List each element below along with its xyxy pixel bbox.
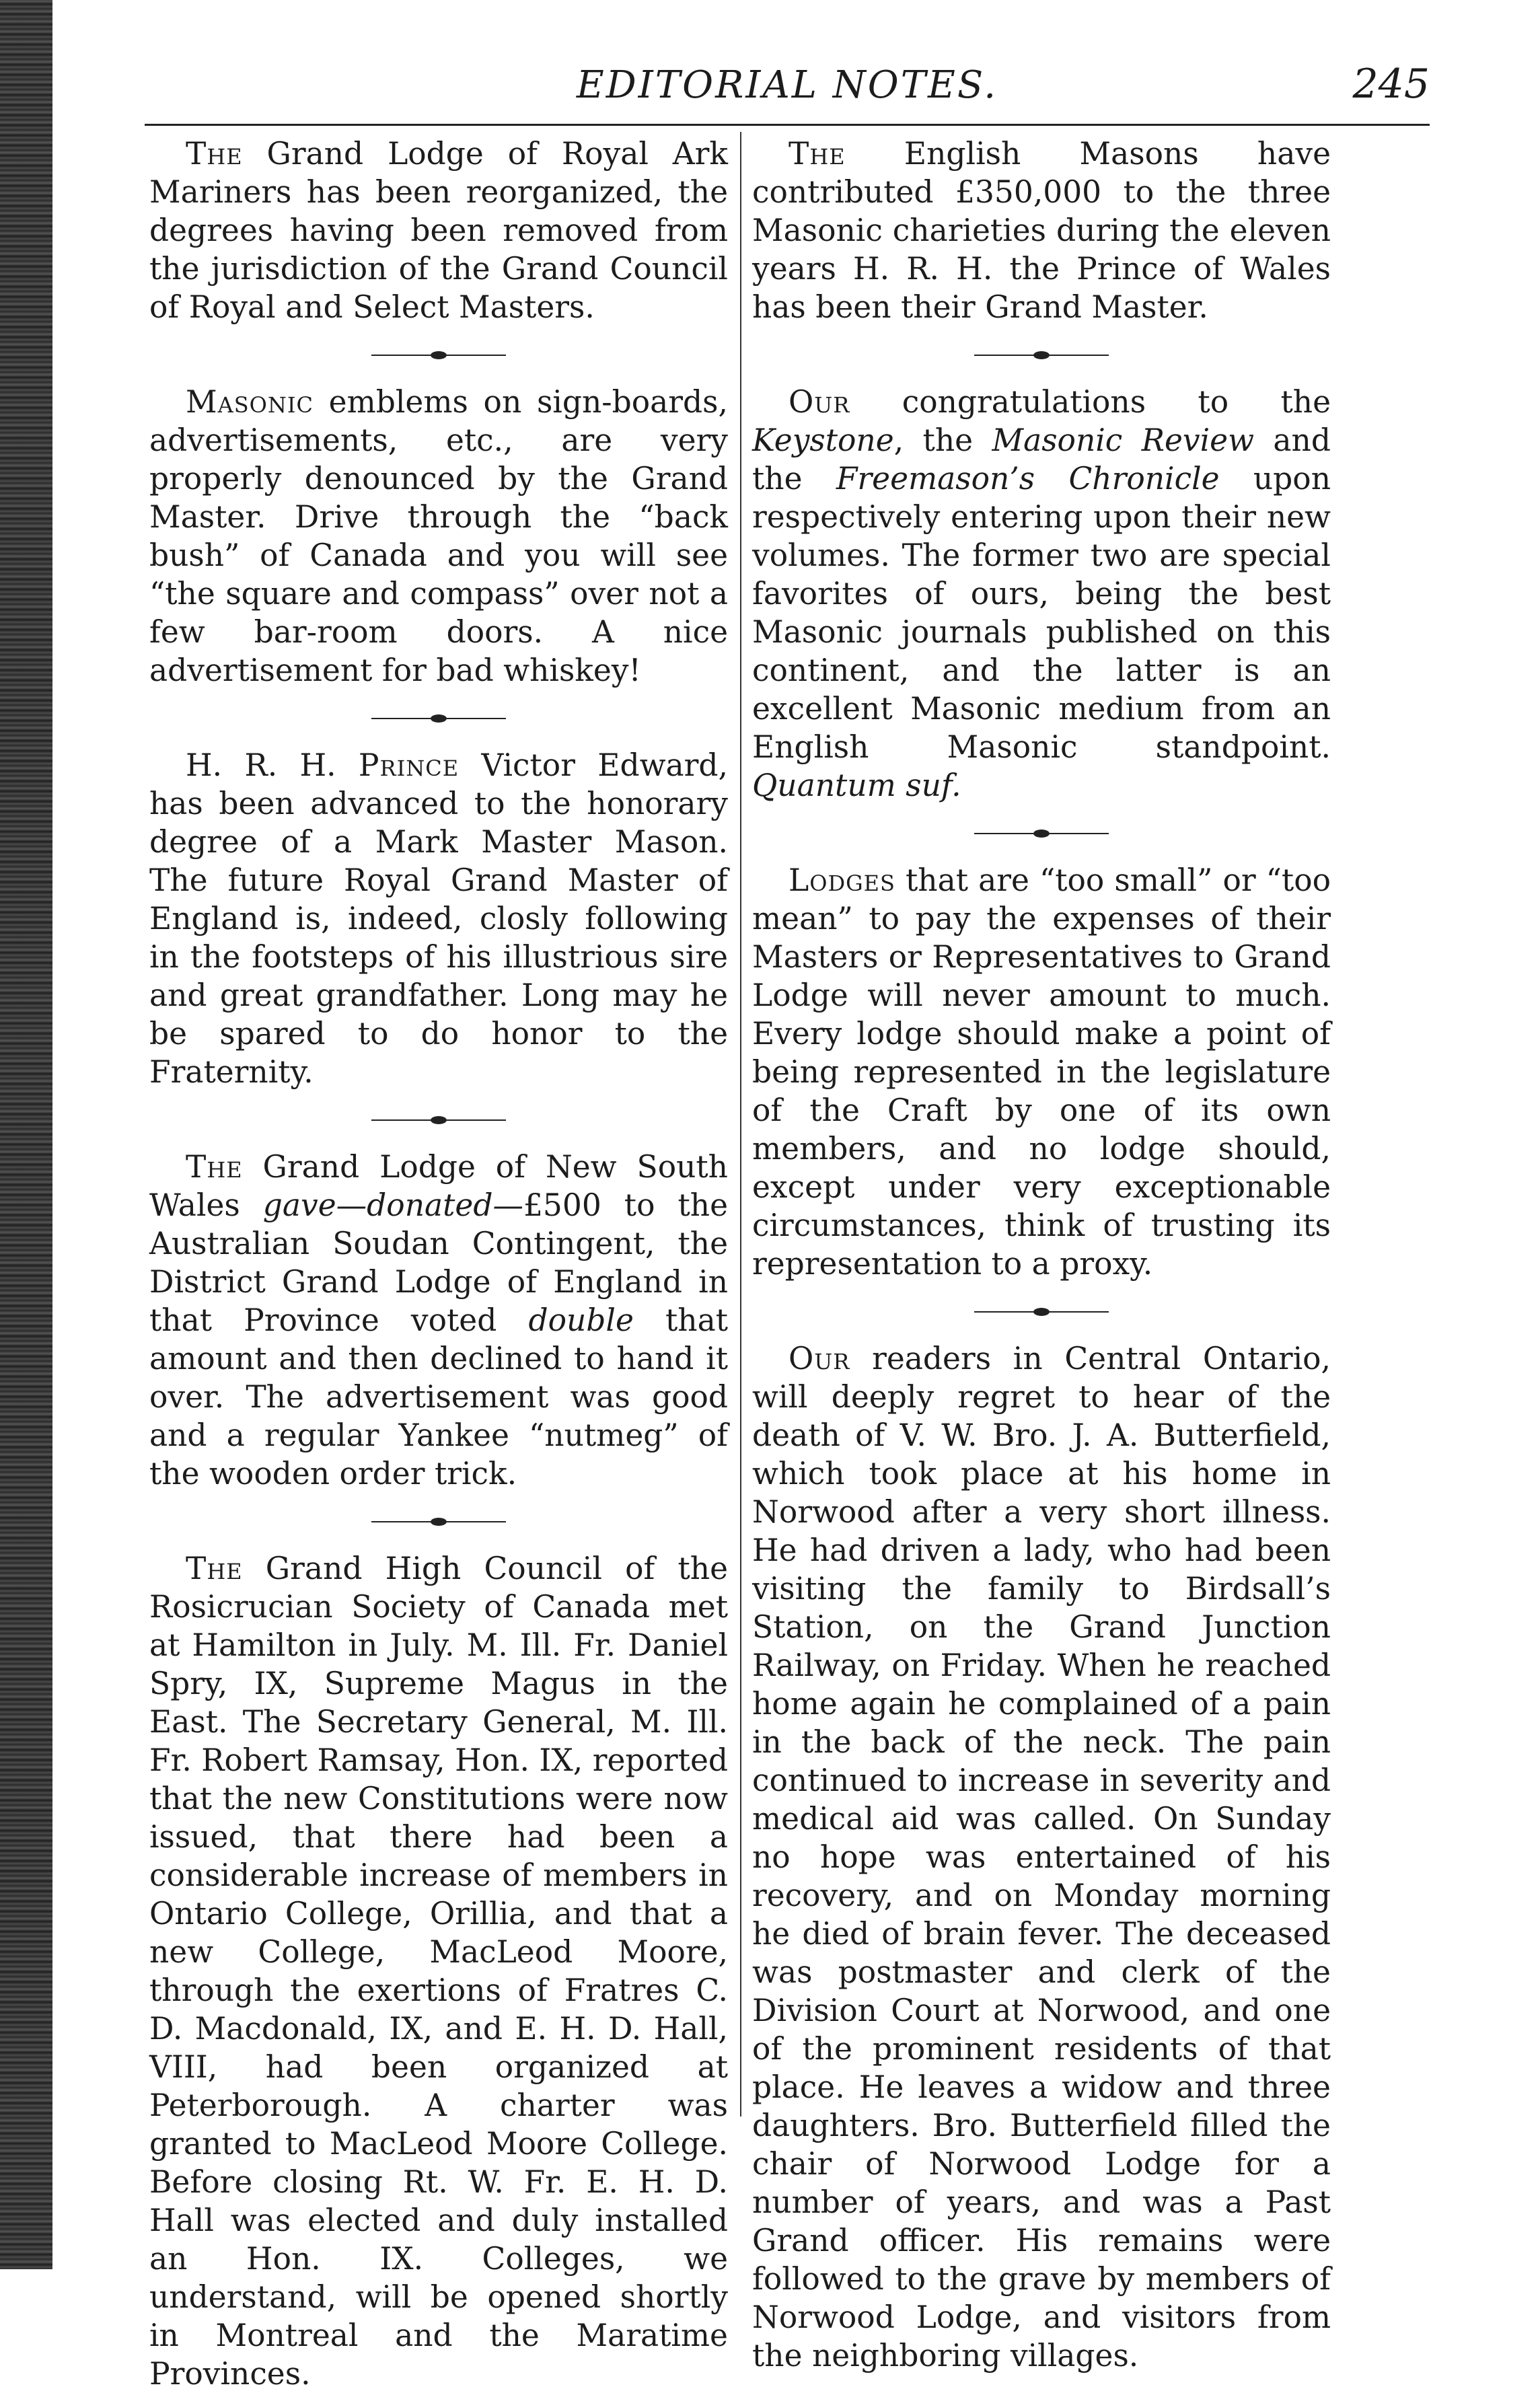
section-separator [371, 712, 506, 725]
section-separator [974, 1306, 1109, 1318]
lead-word: Prince [358, 747, 460, 783]
note-italic: Masonic Review [992, 422, 1255, 458]
note-italic: Freemason’s Chronicle [836, 461, 1220, 496]
note-italic: Keystone [752, 422, 894, 458]
note-text: Victor Edward, has been advanced to the honorary degree of a Mark Master Mason. The future Royal Grand Master of England is, indeed, closly following in the footsteps of his illustrious sire and great grandfather. Long may he be spared to do honor to the Fraternity. [149, 747, 729, 1090]
scanned-page-edge [0, 0, 52, 2269]
lead-word: Lodges [789, 862, 895, 898]
section-separator [974, 827, 1109, 840]
note-text: Grand Lodge of Royal Ark Mariners has been reorganized, the degrees having been removed from the jurisdiction of the Grand Council of Royal and Select Masters. [149, 136, 728, 325]
section-separator [371, 1114, 506, 1126]
lead-word: The [186, 1149, 243, 1185]
note-new-south-wales [149, 1148, 728, 1493]
page-header [145, 59, 1430, 113]
note-text: emblems on sign-boards, advertisements, etc., are very properly denounced by the Grand Master. Drive through the “back bush” of Canada and you will see “the square and compass” over not a few bar-room doors. A nice advertisement for bad whiskey! [149, 384, 728, 688]
note-text: Grand High Council of the Rosicrucian Society of Canada met at Hamilton in July. M. Ill. Fr. Daniel Spry, IX, Supreme Magus in the East. The Secretary General, M. Ill. Fr. Robert Ramsay, Hon. IX, reported that the new Constitutions were now issued, that there had been a considerable increase of members in Ontario College, Orillia, and that a new College, MacLeod Moore, through the exertions of Fratres C. D. Macdonald, IX, and E. H. D. Hall, VIII, had been organized at Peterborough. A charter was granted to MacLeod Moore College. Before closing Rt. W. Fr. E. H. D. Hall was elected and duly installed an Hon. IX. Colleges, we understand, will be opened shortly in Montreal and the Maratime Provinces. [149, 1551, 728, 2392]
note-lodges-representation [752, 861, 1331, 1283]
right-column [752, 135, 1331, 2373]
note-text: £500 to the Australian Soudan Contingent, the District Grand Lodge of England in that Province voted [149, 1187, 729, 1338]
note-text: , the [893, 422, 992, 458]
note-text: readers in Central Ontario, will deeply regret to hear of the death of V. W. Bro. J. A. Butterfield, which took place at his home in Norwood after a very short illness. He had driven a lady, who had been visiting the family to Birdsall’s Station, on the Grand Junction Railway, on Friday. When he reached home again he complained of a pain in the back of the neck. The pain continued to increase in severity and medical aid was called. On Sunday no hope was entertained of his recovery, and on Monday morning he died of brain fever. The deceased was postmaster and clerk of the Division Court at Norwood, and one of the prominent residents of that place. He leaves a widow and three daughters. Bro. Butterfield filled the chair of Norwood Lodge for a number of years, and was a Past Grand officer. His remains were followed to the grave by members of Norwood Lodge, and visitors from the neighboring villages. [752, 1341, 1331, 2373]
lead-word: The [789, 136, 846, 172]
note-royal-ark-mariners [149, 135, 728, 326]
section-separator [371, 349, 506, 361]
note-text: and the [752, 422, 1331, 496]
section-separator [974, 349, 1109, 361]
page-number: 245 [1352, 61, 1430, 108]
note-text: that are “too small” or “too mean” to pay the expenses of their Masters or Representatives to Grand Lodge will never amount to much. Every lodge should make a point of being represented in the legislature of the Craft by one of its own members, and no lodge should, except under very exceptionable circumstances, think of trusting its representation to a proxy. [752, 862, 1331, 1282]
note-text: English Masons have contributed £350,000 to the three Masonic charieties during the eleven years H. R. H. the Prince of Wales has been their Grand Master. [752, 136, 1331, 325]
lead-word: Our [789, 1341, 850, 1376]
lead-word: Our [789, 384, 850, 420]
note-rosicrucian-society [149, 1549, 728, 2393]
section-separator [371, 1516, 506, 1528]
note-text: Grand Lodge of New South Wales [149, 1149, 728, 1223]
note-masonic-emblems [149, 383, 728, 690]
lead-word: The [186, 136, 243, 172]
note-text: congratulations to the [850, 384, 1331, 420]
left-column [149, 135, 729, 2392]
lead-word: Masonic [186, 384, 314, 420]
running-head: EDITORIAL NOTES. [576, 63, 998, 107]
note-text: upon respectively entering upon their new volumes. The former two are special favorites of ours, being the best Masonic journals published on this continent, and the latter is an excellent Masonic medium from an English Masonic standpoint. [752, 461, 1331, 765]
note-congratulations [752, 383, 1331, 805]
note-text: that amount and then declined to hand it over. The advertisement was good and a regular Yankee “nutmeg” of the wooden order trick. [149, 1302, 728, 1492]
lead-word: The [186, 1551, 243, 1586]
column-divider [740, 132, 741, 2116]
header-rule [145, 124, 1430, 126]
note-italic: gave—donated— [262, 1187, 523, 1223]
note-butterfield-obituary [752, 1339, 1331, 2375]
note-prefix: H. R. H. [186, 747, 359, 783]
note-italic: Quantum suf. [752, 768, 961, 803]
note-italic: double [528, 1302, 634, 1338]
note-prince-victor-edward [149, 746, 728, 1091]
note-english-masons [752, 135, 1331, 326]
